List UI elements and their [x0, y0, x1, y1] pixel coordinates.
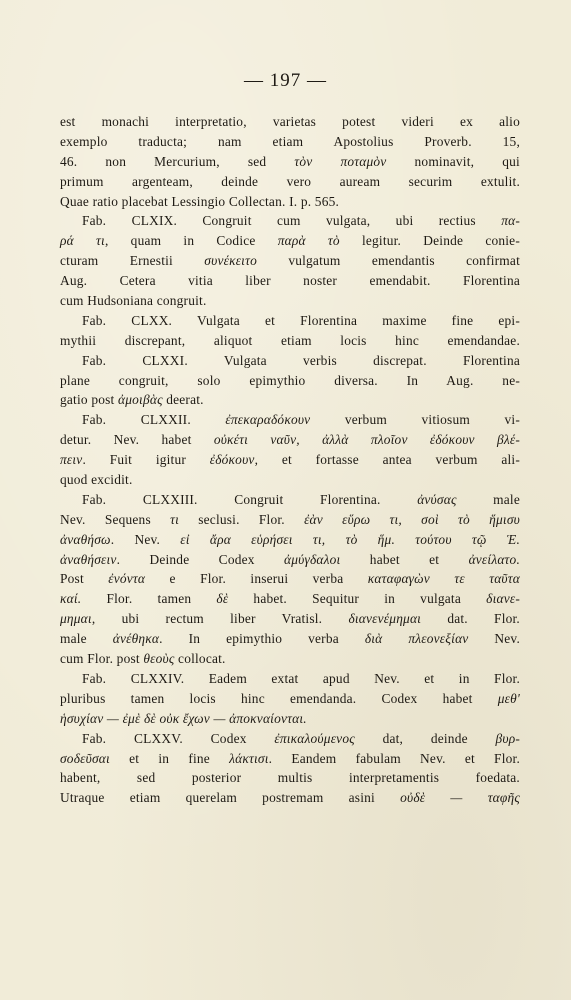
latin-text: et in fine — [109, 750, 230, 766]
latin-text: Fab. CLXX. Vulgata et Florentina maxime fine epi- — [82, 312, 520, 328]
greek-text: βυρ- — [495, 730, 521, 746]
greek-text: σοδεῦσαι — [60, 750, 110, 766]
text-line — [60, 351, 520, 371]
greek-text: λάκτισι — [229, 750, 269, 766]
latin-text: cturam Ernestii — [60, 253, 205, 269]
greek-text: ἐδόκουν — [209, 452, 255, 468]
latin-text: exemplo traducta; nam etiam Apostolius Proverb. 15, — [60, 133, 520, 149]
text-line — [60, 231, 520, 251]
latin-text: nominavit, qui — [386, 153, 520, 169]
latin-text: quod excidit. — [60, 472, 133, 488]
latin-text: gatio post — [60, 392, 118, 408]
latin-text: habet. Sequitur in vulgata — [228, 591, 487, 607]
text-line — [60, 291, 520, 311]
latin-text: habet et — [340, 551, 469, 567]
latin-text: dat. Flor. — [421, 611, 520, 627]
greek-text: θεοὺς — [143, 651, 175, 667]
greek-text: ρά τι — [60, 233, 105, 249]
greek-text: συνέκειτο — [204, 253, 257, 269]
latin-text: Fab. CLXXV. Codex — [82, 730, 275, 746]
text-line — [60, 729, 520, 749]
latin-text: detur. Nev. habet — [60, 432, 214, 448]
text-line — [60, 589, 520, 609]
latin-text: est monachi interpretatio, varietas potest videri ex alio — [60, 114, 520, 129]
greek-text: μεθ' — [497, 690, 520, 706]
greek-text: παρὰ τὸ — [277, 233, 340, 249]
text-line — [60, 689, 520, 709]
text-line — [60, 788, 520, 808]
latin-text: plane congruit, solo epimythio diversa. In Aug. ne- — [60, 372, 520, 388]
text-line — [60, 430, 520, 450]
text-line — [60, 192, 520, 212]
greek-text: δὲ — [216, 591, 229, 607]
greek-text: ἀναθήσω — [60, 531, 111, 547]
latin-text: Fab. CLXXIII. Congruit Florentina. — [82, 491, 418, 507]
latin-text: dat, deinde — [354, 730, 496, 746]
text-line — [60, 510, 520, 530]
text-line — [60, 410, 520, 430]
greek-text: ἀνείλατο. — [468, 551, 520, 567]
greek-text: οὐκέτι ναῦν, ἀλλὰ πλοῖον ἐδόκουν βλέ- — [213, 432, 520, 448]
text-line — [60, 768, 520, 788]
latin-text: Fab. CLXXIV. Eadem extat apud Nev. et in Flor. — [82, 670, 520, 686]
text-line — [60, 251, 520, 271]
greek-text: τὸν ποταμὸν — [294, 153, 387, 169]
text-line — [60, 629, 520, 649]
text-line — [60, 172, 520, 192]
greek-text: πειν — [60, 452, 83, 468]
latin-text: Quae ratio placebat Lessingio Collectan. I. p. 565. — [60, 193, 340, 209]
latin-text: vulgatum emendantis confirmat — [256, 253, 520, 269]
latin-text: . Deinde Codex — [116, 551, 284, 567]
text-line — [60, 390, 520, 410]
text-line — [60, 550, 520, 570]
latin-text: Nev. — [468, 631, 520, 647]
text-line — [60, 450, 520, 470]
text-line — [60, 470, 520, 490]
latin-text: . In epimythio verba — [159, 631, 365, 647]
latin-text: , ubi rectum liber Vratisl. — [91, 611, 349, 627]
text-line — [60, 609, 520, 629]
text-line — [60, 669, 520, 689]
latin-text: Aug. Cetera vitia liber noster emendabit. Florentina — [60, 273, 520, 289]
greek-text: καί. — [60, 591, 82, 607]
text-line — [60, 271, 520, 291]
latin-text: 46. non Mercurium, sed — [60, 153, 295, 169]
greek-text: διανε- — [486, 591, 520, 607]
latin-text: . Nev. — [110, 531, 181, 547]
greek-text: ἐπεκαραδόκουν — [225, 412, 311, 428]
text-line — [60, 569, 520, 589]
greek-text: ἀνέθηκα — [112, 631, 160, 647]
latin-text: cum Hudsoniana congruit. — [60, 293, 207, 309]
latin-text: male — [456, 491, 520, 507]
latin-text: primum argenteam, deinde vero auream securim extulit. — [60, 173, 520, 189]
latin-text: legitur. Deinde conie- — [339, 233, 520, 249]
greek-text: ἀνύσας — [417, 491, 457, 507]
latin-text: Fab. CLXXII. — [82, 412, 226, 428]
latin-text: seclusi. Flor. — [179, 511, 305, 527]
text-line — [60, 530, 520, 550]
greek-text: ἀμοιβὰς — [118, 392, 163, 408]
text-line — [60, 112, 520, 132]
page-header: — 197 — — [244, 70, 327, 91]
latin-text: Post — [60, 571, 109, 587]
text-line — [60, 649, 520, 669]
greek-text: ἀμύγδαλοι — [284, 551, 341, 567]
text-line — [60, 331, 520, 351]
latin-text: Flor. tamen — [81, 591, 217, 607]
greek-text: ἡσυχίαν — ἐμὲ δὲ οὐκ ἔχων — ἀποκναίονται. — [60, 710, 307, 726]
body-text — [60, 112, 520, 808]
greek-text: διὰ πλεονεξίαν — [364, 631, 469, 647]
latin-text: Fab. CLXIX. Congruit cum vulgata, ubi rectius — [82, 213, 502, 229]
text-line — [60, 749, 520, 769]
latin-text: deerat. — [162, 392, 204, 408]
greek-text: οὐδὲ — ταφῆς — [400, 790, 520, 806]
text-line — [60, 132, 520, 152]
greek-text: μημαι — [60, 611, 92, 627]
latin-text: , quam in Codice — [104, 233, 278, 249]
latin-text: , et fortasse antea verbum ali- — [254, 452, 520, 468]
text-line — [60, 490, 520, 510]
latin-text: habent, sed posterior multis interpretamentis foedata. — [60, 770, 520, 786]
greek-text: πα- — [501, 213, 520, 229]
latin-text: collocat. — [174, 651, 226, 667]
greek-text: διανενέμημαι — [348, 611, 422, 627]
latin-text: Utraque etiam querelam postremam asini — [60, 790, 401, 806]
greek-text: ἀναθήσειν — [60, 551, 117, 567]
latin-text: Fab. CLXXI. Vulgata verbis discrepat. Florentina — [82, 352, 520, 368]
latin-text: Nev. Sequens — [60, 511, 171, 527]
greek-text: τι — [170, 511, 180, 527]
latin-text: male — [60, 631, 113, 647]
greek-text: ἐὰν εὕρω τι, σοὶ τὸ ἥμισυ — [304, 511, 521, 527]
latin-text: pluribus tamen locis hinc emendanda. Codex habet — [60, 690, 498, 706]
latin-text: . Eandem fabulam Nev. et Flor. — [268, 750, 520, 766]
text-line — [60, 152, 520, 172]
greek-text: ἐνόντα — [108, 571, 146, 587]
latin-text: e Flor. inserui verba — [145, 571, 368, 587]
greek-text: καταφαγὼν τε ταῦτα — [367, 571, 520, 587]
text-line — [60, 371, 520, 391]
latin-text: cum Flor. post — [60, 651, 144, 667]
greek-text: ἐπικαλούμενος — [274, 730, 355, 746]
text-line — [60, 211, 520, 231]
text-line — [60, 311, 520, 331]
greek-text: εἰ ἄρα εὑρήσει τι, τὸ ἥμ. τούτου τῷ Ἑ. — [180, 531, 520, 547]
latin-text: verbum vitiosum vi- — [310, 412, 520, 428]
latin-text: mythii discrepant, aliquot etiam locis hinc emendandae. — [60, 332, 520, 348]
text-line — [60, 709, 520, 729]
latin-text: . Fuit igitur — [82, 452, 210, 468]
